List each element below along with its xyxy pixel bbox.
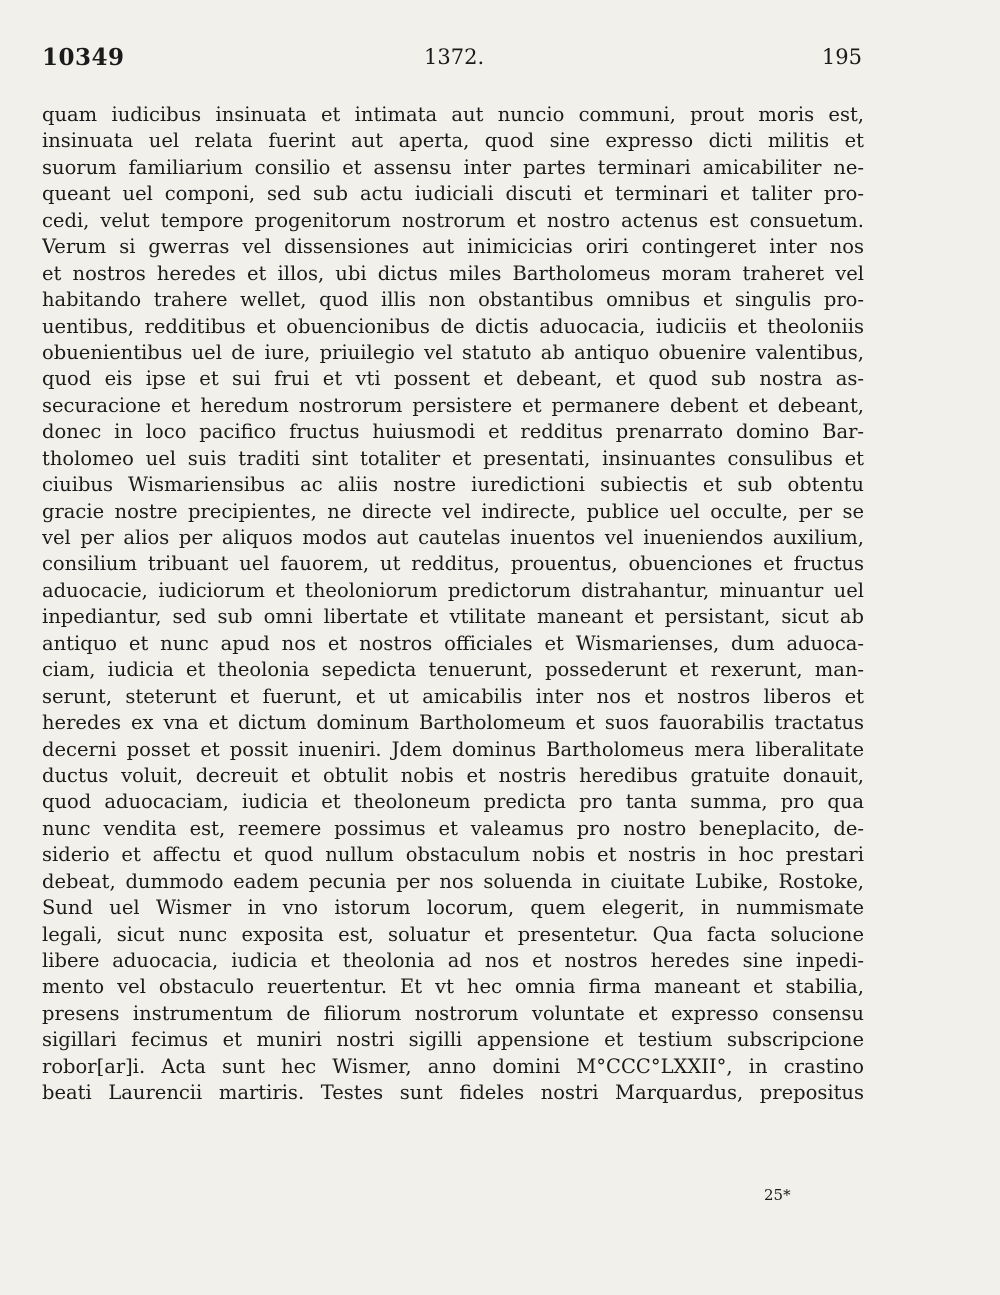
text-line: quam iudicibus insinuata et intimata aut nuncio communi, prout moris est, bbox=[42, 103, 864, 126]
body-text bbox=[42, 102, 864, 1107]
text-line: queant uel componi, sed sub actu iudiciali discuti et terminari et taliter pro- bbox=[42, 182, 864, 206]
text-line: obuenientibus uel de iure, priuilegio vel statuto ab antiquo obuenire valentibus, bbox=[42, 340, 864, 364]
text-line: decerni posset et possit inueniri. Jdem dominus Bartholomeus mera liberalitate bbox=[42, 737, 864, 761]
text-line: serunt, steterunt et fuerunt, et ut amicabilis inter nos et nostros liberos et bbox=[42, 684, 864, 708]
text-line: ciam, iudicia et theolonia sepedicta tenuerunt, possederunt et rexerunt, man- bbox=[42, 658, 864, 682]
text-line: siderio et affectu et quod nullum obstaculum nobis et nostris in hoc prestari bbox=[42, 843, 864, 867]
text-line: nunc vendita est, reemere possimus et valeamus pro nostro beneplacito, de- bbox=[42, 816, 864, 840]
text-line: suorum familiarium consilio et assensu inter partes terminari amicabiliter ne- bbox=[42, 155, 864, 179]
running-head-year: 1372. bbox=[424, 45, 485, 69]
text-line: beati Laurencii martiris. Testes sunt fideles nostri Marquardus, prepositus bbox=[42, 1081, 864, 1105]
text-line: securacione et heredum nostrorum persistere et permanere debent et debeant, bbox=[42, 393, 864, 417]
text-line: quod aduocaciam, iudicia et theoloneum predicta pro tanta summa, pro qua bbox=[42, 790, 864, 814]
text-line: tholomeo uel suis traditi sint totaliter et presentati, insinuantes consulibus et bbox=[42, 446, 864, 470]
text-line: cedi, velut tempore progenitorum nostrorum et nostro actenus est consuetum. bbox=[42, 208, 864, 232]
text-line: gracie nostre precipientes, ne directe vel indirecte, publice uel occulte, per se bbox=[42, 499, 864, 523]
text-line: debeat, dummodo eadem pecunia per nos soluenda in ciuitate Lubike, Rostoke, bbox=[42, 869, 864, 893]
text-line: vel per alios per aliquos modos aut cautelas inuentos vel inueniendos auxilium, bbox=[42, 526, 864, 549]
text-line: Verum si gwerras vel dissensiones aut inimicicias oriri contingeret inter nos bbox=[42, 235, 864, 259]
text-line: libere aduocacia, iudicia et theolonia ad nos et nostros heredes sine inpedi- bbox=[42, 949, 864, 972]
text-line: aduocacie, iudiciorum et theoloniorum predictorum distrahantur, minuantur uel bbox=[42, 578, 864, 602]
page-header bbox=[42, 44, 862, 78]
text-line: heredes ex vna et dictum dominum Bartholomeum et suos fauorabilis tractatus bbox=[42, 711, 864, 735]
text-line: et nostros heredes et illos, ubi dictus miles Bartholomeus moram traheret vel bbox=[42, 261, 864, 285]
text-line: habitando trahere wellet, quod illis non obstantibus omnibus et singulis pro- bbox=[42, 288, 864, 312]
text-line: ciuibus Wismariensibus ac aliis nostre iuredictioni subiectis et sub obtentu bbox=[42, 473, 864, 497]
text-line: Sund uel Wismer in vno istorum locorum, quem elegerit, in nummismate bbox=[42, 896, 864, 920]
text-line: sigillari fecimus et muniri nostri sigilli appensione et testium subscripcione bbox=[42, 1028, 864, 1052]
signature-mark: 25* bbox=[764, 1186, 791, 1204]
text-line: mento vel obstaculo reuertentur. Et vt hec omnia firma maneant et stabilia, bbox=[42, 975, 864, 999]
text-line: inpediantur, sed sub omni libertate et vtilitate maneant et persistant, sicut ab bbox=[42, 605, 864, 629]
text-line: robor[ar]i. Acta sunt hec Wismer, anno domini M°CCC°LXXII°, in crastino bbox=[42, 1054, 864, 1078]
text-line: ductus voluit, decreuit et obtulit nobis et nostris heredibus gratuite donauit, bbox=[42, 763, 864, 787]
text-line: uentibus, redditibus et obuencionibus de dictis aduocacia, iudiciis et theoloniis bbox=[42, 314, 864, 338]
text-line: antiquo et nunc apud nos et nostros officiales et Wismarienses, dum aduoca- bbox=[42, 631, 864, 655]
text-line: presens instrumentum de filiorum nostrorum voluntate et expresso consensu bbox=[42, 1001, 864, 1025]
document-number: 10349 bbox=[42, 44, 125, 71]
text-line: consilium tribuant uel fauorem, ut redditus, prouentus, obuenciones et fructus bbox=[42, 552, 864, 576]
page-number: 195 bbox=[821, 45, 862, 69]
text-line: legali, sicut nunc exposita est, soluatur et presentetur. Qua facta solucione bbox=[42, 922, 864, 946]
text-line: insinuata uel relata fuerint aut aperta, quod sine expresso dicti militis et bbox=[42, 129, 864, 153]
text-line: quod eis ipse et sui frui et vti possent et debeant, et quod sub nostra as- bbox=[42, 367, 864, 391]
text-line: donec in loco pacifico fructus huiusmodi et redditus prenarrato domino Bar- bbox=[42, 420, 864, 444]
